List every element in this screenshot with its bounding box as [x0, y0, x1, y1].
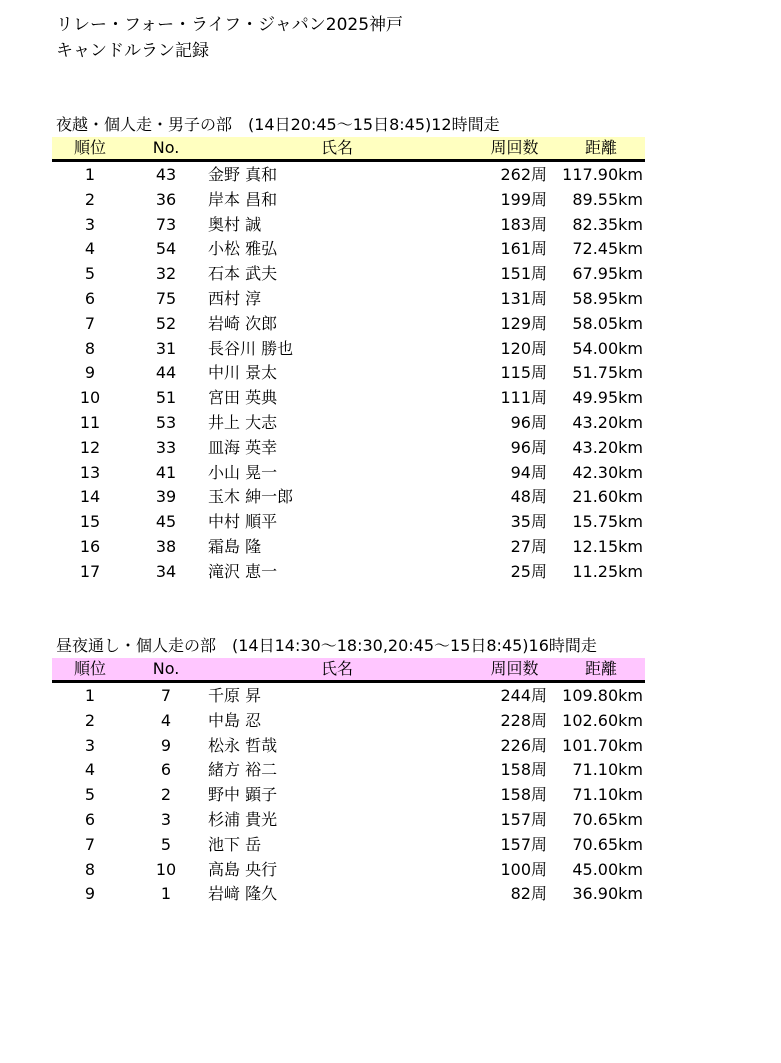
cell-laps: 244周 — [500, 686, 547, 705]
cell-distance: 71.10km — [572, 785, 643, 805]
cell-rank: 8 — [84, 859, 96, 879]
cell-number: 52 — [155, 313, 177, 333]
cell-name: 石本 武夫 — [208, 264, 278, 284]
cell-name: 高島 央行 — [208, 859, 278, 879]
table-header — [52, 137, 645, 162]
cell-laps: 131周 — [500, 288, 547, 308]
cell-distance: 15.75km — [572, 512, 643, 532]
cell-distance: 117.90km — [562, 165, 643, 184]
header-laps: 周回数 — [490, 659, 539, 678]
cell-number: 43 — [155, 165, 177, 184]
cell-rank: 12 — [79, 437, 101, 457]
cell-laps: 82周 — [510, 884, 547, 904]
cell-laps: 262周 — [500, 165, 547, 184]
cell-rank: 10 — [79, 388, 101, 408]
cell-laps: 27周 — [510, 536, 547, 556]
cell-laps: 120周 — [500, 338, 547, 358]
cell-distance: 45.00km — [572, 859, 643, 879]
table-row — [52, 287, 645, 312]
cell-distance: 11.25km — [572, 561, 643, 581]
table-row — [52, 262, 645, 287]
table-row — [52, 808, 645, 833]
cell-rank: 3 — [84, 735, 96, 755]
cell-name: 千原 昇 — [208, 686, 262, 705]
cell-number: 38 — [155, 536, 177, 556]
table-row — [52, 684, 645, 709]
document-subtitle: キャンドルラン記録 — [56, 41, 209, 61]
cell-distance: 58.05km — [572, 313, 643, 333]
cell-laps: 157周 — [500, 809, 547, 829]
cell-number: 33 — [155, 437, 177, 457]
cell-laps: 111周 — [500, 388, 547, 408]
table-row — [52, 734, 645, 759]
cell-distance: 67.95km — [572, 264, 643, 284]
header-number: No. — [152, 138, 180, 157]
cell-name: 宮田 英典 — [208, 388, 278, 408]
header-name: 氏名 — [320, 659, 353, 678]
cell-name: 中島 忍 — [208, 710, 262, 730]
cell-laps: 228周 — [500, 710, 547, 730]
section-day-night — [52, 636, 672, 907]
cell-name: 皿海 英幸 — [208, 437, 278, 457]
table-header — [52, 658, 645, 683]
table-row — [52, 709, 645, 734]
cell-laps: 157周 — [500, 834, 547, 854]
table-row — [52, 485, 645, 510]
cell-laps: 161周 — [500, 239, 547, 259]
cell-number: 34 — [155, 561, 177, 581]
table-row — [52, 461, 645, 486]
cell-rank: 1 — [84, 165, 96, 184]
table-row — [52, 188, 645, 213]
cell-name: 霜島 隆 — [208, 536, 262, 556]
document-title: リレー・フォー・ライフ・ジャパン2025神戸 — [56, 15, 404, 35]
cell-name: 松永 哲哉 — [208, 735, 278, 755]
cell-number: 45 — [155, 512, 177, 532]
cell-laps: 151周 — [500, 264, 547, 284]
cell-number: 41 — [155, 462, 177, 482]
cell-name: 杉浦 貴光 — [208, 809, 278, 829]
cell-rank: 4 — [84, 760, 96, 780]
cell-name: 金野 真和 — [208, 165, 278, 184]
cell-rank: 11 — [79, 412, 101, 432]
cell-distance: 49.95km — [572, 388, 643, 408]
cell-number: 39 — [155, 487, 177, 507]
cell-number: 9 — [160, 735, 172, 755]
cell-name: 玉木 紳一郎 — [208, 487, 294, 507]
cell-name: 長谷川 勝也 — [208, 338, 294, 358]
section-title: 昼夜通し・個人走の部 (14日14:30〜18:30,20:45〜15日8:45)16時間走 — [56, 636, 597, 655]
cell-distance: 51.75km — [572, 363, 643, 383]
table-row — [52, 858, 645, 883]
table-body — [52, 683, 672, 907]
cell-name: 井上 大志 — [208, 412, 278, 432]
cell-distance: 102.60km — [562, 710, 643, 730]
cell-rank: 5 — [84, 785, 96, 805]
cell-number: 4 — [160, 710, 172, 730]
cell-rank: 7 — [84, 834, 96, 854]
cell-laps: 199周 — [500, 189, 547, 209]
cell-laps: 100周 — [500, 859, 547, 879]
cell-number: 51 — [155, 388, 177, 408]
cell-laps: 115周 — [500, 363, 547, 383]
cell-rank: 5 — [84, 264, 96, 284]
cell-number: 53 — [155, 412, 177, 432]
cell-rank: 13 — [79, 462, 101, 482]
cell-rank: 4 — [84, 239, 96, 259]
cell-name: 中村 順平 — [208, 512, 278, 532]
cell-name: 奥村 誠 — [208, 214, 262, 234]
cell-distance: 58.95km — [572, 288, 643, 308]
cell-number: 31 — [155, 338, 177, 358]
cell-distance: 101.70km — [562, 735, 643, 755]
cell-laps: 183周 — [500, 214, 547, 234]
cell-name: 西村 淳 — [208, 288, 262, 308]
cell-rank: 17 — [79, 561, 101, 581]
cell-distance: 36.90km — [572, 884, 643, 904]
cell-laps: 25周 — [510, 561, 547, 581]
table-row — [52, 213, 645, 238]
table-row — [52, 163, 645, 188]
cell-laps: 158周 — [500, 785, 547, 805]
cell-number: 44 — [155, 363, 177, 383]
cell-rank: 7 — [84, 313, 96, 333]
cell-number: 6 — [160, 760, 172, 780]
table-row — [52, 833, 645, 858]
cell-laps: 158周 — [500, 760, 547, 780]
cell-number: 32 — [155, 264, 177, 284]
header-distance: 距離 — [584, 138, 617, 157]
cell-number: 5 — [160, 834, 172, 854]
table-row — [52, 386, 645, 411]
header-name: 氏名 — [320, 138, 353, 157]
header-laps: 周回数 — [490, 138, 539, 157]
cell-distance: 109.80km — [562, 686, 643, 705]
table-row — [52, 361, 645, 386]
cell-distance: 43.20km — [572, 412, 643, 432]
table-row — [52, 535, 645, 560]
cell-distance: 54.00km — [572, 338, 643, 358]
table-row — [52, 436, 645, 461]
cell-rank: 9 — [84, 363, 96, 383]
cell-name: 滝沢 恵一 — [208, 561, 278, 581]
header-number: No. — [152, 659, 180, 678]
cell-rank: 2 — [84, 189, 96, 209]
header-rank: 順位 — [73, 659, 106, 678]
cell-rank: 6 — [84, 809, 96, 829]
cell-number: 75 — [155, 288, 177, 308]
cell-number: 3 — [160, 809, 172, 829]
cell-rank: 1 — [84, 686, 96, 705]
cell-number: 54 — [155, 239, 177, 259]
cell-rank: 2 — [84, 710, 96, 730]
cell-name: 岩崎 次郎 — [208, 313, 278, 333]
cell-name: 中川 景太 — [208, 363, 278, 383]
cell-laps: 96周 — [510, 412, 547, 432]
table-row — [52, 510, 645, 535]
cell-distance: 72.45km — [572, 239, 643, 259]
cell-number: 10 — [155, 859, 177, 879]
cell-distance: 21.60km — [572, 487, 643, 507]
section-night-men — [52, 115, 672, 585]
cell-laps: 94周 — [510, 462, 547, 482]
cell-distance: 70.65km — [572, 834, 643, 854]
cell-number: 73 — [155, 214, 177, 234]
cell-rank: 6 — [84, 288, 96, 308]
table-row — [52, 237, 645, 262]
table-row — [52, 783, 645, 808]
cell-distance: 43.20km — [572, 437, 643, 457]
cell-number: 7 — [160, 686, 172, 705]
table-row — [52, 882, 645, 907]
table-body — [52, 162, 672, 585]
table-row — [52, 560, 645, 585]
cell-name: 岸本 昌和 — [208, 189, 278, 209]
cell-rank: 16 — [79, 536, 101, 556]
cell-distance: 89.55km — [572, 189, 643, 209]
cell-distance: 12.15km — [572, 536, 643, 556]
cell-name: 岩﨑 隆久 — [208, 884, 278, 904]
table-row — [52, 337, 645, 362]
cell-distance: 42.30km — [572, 462, 643, 482]
header-distance: 距離 — [584, 659, 617, 678]
cell-distance: 82.35km — [572, 214, 643, 234]
cell-rank: 3 — [84, 214, 96, 234]
cell-distance: 70.65km — [572, 809, 643, 829]
table-row — [52, 312, 645, 337]
cell-laps: 226周 — [500, 735, 547, 755]
cell-laps: 129周 — [500, 313, 547, 333]
cell-rank: 9 — [84, 884, 96, 904]
cell-laps: 96周 — [510, 437, 547, 457]
table-row — [52, 411, 645, 436]
header-rank: 順位 — [73, 138, 106, 157]
table-row — [52, 758, 645, 783]
cell-number: 1 — [160, 884, 172, 904]
cell-laps: 48周 — [510, 487, 547, 507]
cell-rank: 15 — [79, 512, 101, 532]
cell-number: 36 — [155, 189, 177, 209]
cell-rank: 14 — [79, 487, 101, 507]
cell-name: 池下 岳 — [208, 834, 262, 854]
cell-name: 小山 晃一 — [208, 462, 278, 482]
cell-number: 2 — [160, 785, 172, 805]
cell-name: 小松 雅弘 — [208, 239, 278, 259]
cell-rank: 8 — [84, 338, 96, 358]
cell-distance: 71.10km — [572, 760, 643, 780]
section-title: 夜越・個人走・男子の部 (14日20:45〜15日8:45)12時間走 — [56, 115, 500, 134]
cell-laps: 35周 — [510, 512, 547, 532]
cell-name: 緒方 裕二 — [208, 760, 278, 780]
cell-name: 野中 顕子 — [208, 785, 278, 805]
